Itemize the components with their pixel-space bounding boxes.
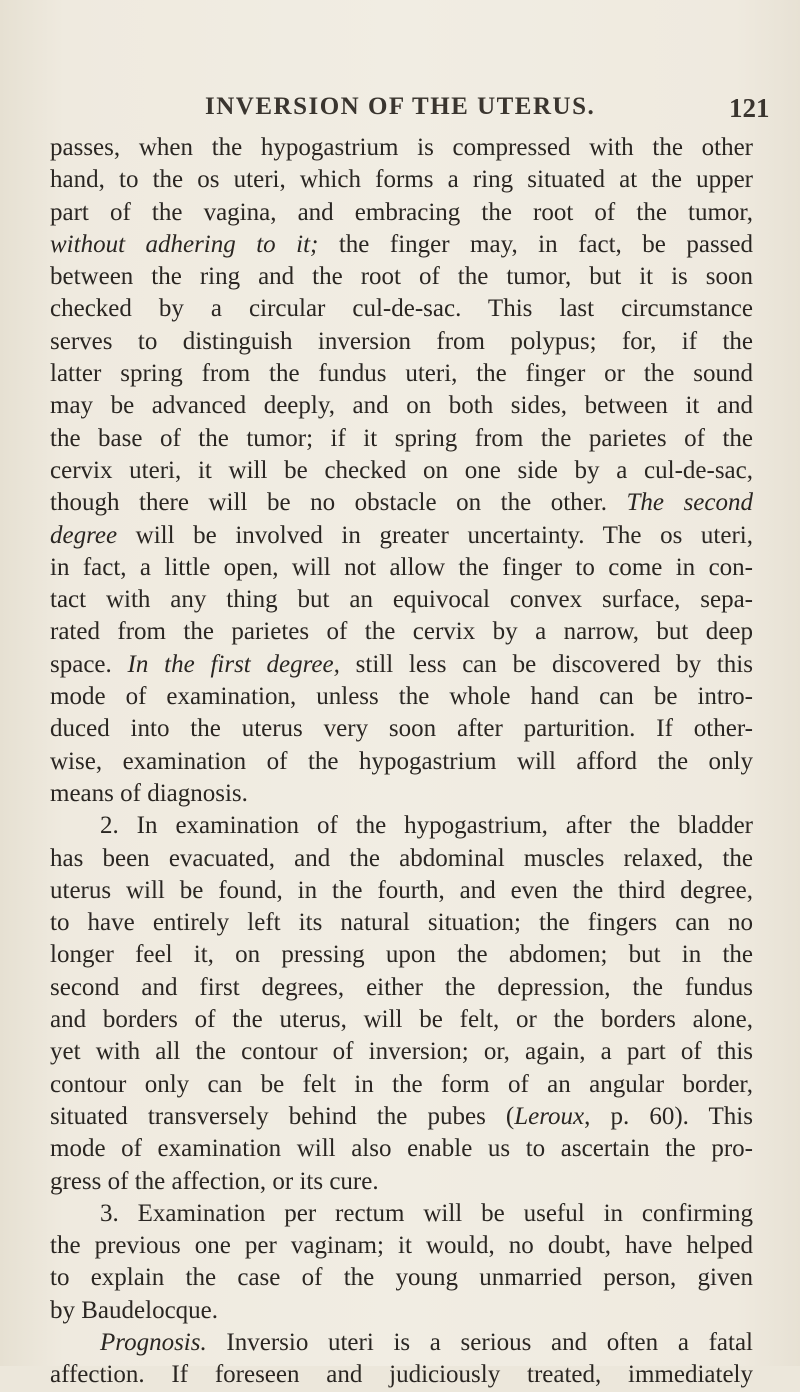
text-line: [50, 164, 753, 196]
italic-text-segment: Leroux: [514, 1102, 585, 1130]
text-segment: the previous one per vaginam; it would, no doubt, have helped: [50, 1232, 753, 1260]
text-line: [50, 616, 753, 648]
text-segment: latter spring from the fundus uteri, the finger or the sound: [50, 360, 753, 388]
text-line: [50, 487, 753, 519]
text-line: [50, 229, 753, 261]
text-line: [50, 972, 753, 1004]
text-segment: to explain the case of the young unmarried person, given: [50, 1264, 753, 1292]
text-segment: means of diagnosis.: [50, 779, 248, 807]
text-line: [50, 390, 753, 422]
text-segment: cervix uteri, it will be checked on one side by a cul-de-sac,: [50, 456, 753, 484]
running-head: [0, 93, 800, 127]
text-line: [50, 1295, 753, 1327]
text-segment: 3. Examination per rectum will be useful in confirming: [100, 1199, 753, 1227]
text-line: [50, 778, 753, 810]
text-line: [50, 1198, 753, 1230]
text-segment: by Baudelocque.: [50, 1296, 219, 1324]
text-line: [50, 552, 753, 584]
text-line: [50, 1101, 753, 1133]
text-segment: the base of the tumor; if it spring from the parietes of the: [50, 424, 753, 452]
italic-text-segment: Prognosis.: [100, 1328, 207, 1356]
text-line: [50, 326, 753, 358]
text-line: [50, 1262, 753, 1294]
text-segment: though there will be no obstacle on the other.: [50, 489, 627, 517]
text-segment: 2. In examination of the hypogastrium, after the bladder: [100, 812, 753, 840]
text-segment: will be involved in greater uncertainty. The os uteri,: [117, 521, 753, 549]
text-line: [50, 261, 753, 293]
text-segment: the finger may, in fact, be passed: [318, 230, 753, 258]
text-line: [50, 1036, 753, 1068]
text-line: [50, 1327, 753, 1359]
text-line: [50, 681, 753, 713]
text-segment: hand, to the os uteri, which forms a ring situated at the upper: [50, 166, 753, 194]
text-segment: , p. 60). This: [584, 1102, 753, 1130]
text-segment: passes, when the hypogastrium is compressed with the other: [50, 134, 753, 161]
text-line: [50, 1359, 753, 1391]
text-segment: yet with all the contour of inversion; or, again, a part of this: [50, 1038, 753, 1066]
text-segment: mode of examination will also enable us to ascertain the pro-: [50, 1135, 753, 1163]
body-text: [50, 132, 753, 1392]
text-line: [50, 1166, 753, 1198]
text-segment: mode of examination, unless the whole hand can be intro-: [50, 683, 753, 711]
text-segment: between the ring and the root of the tumor, but it is soon: [50, 263, 753, 291]
text-segment: checked by a circular cul-de-sac. This last circumstance: [50, 295, 753, 323]
text-line: [50, 1230, 753, 1262]
text-segment: serves to distinguish inversion from polypus; for, if the: [50, 327, 753, 355]
text-line: [50, 358, 753, 390]
text-line: [50, 423, 753, 455]
text-segment: tact with any thing but an equivocal convex surface, sepa-: [50, 586, 753, 614]
text-segment: duced into the uterus very soon after parturition. If other-: [50, 715, 753, 743]
text-line: [50, 843, 753, 875]
text-line: [50, 455, 753, 487]
text-segment: longer feel it, on pressing upon the abdomen; but in the: [50, 941, 753, 969]
text-line: [50, 584, 753, 616]
text-segment: to have entirely left its natural situation; the fingers can no: [50, 909, 753, 937]
text-segment: part of the vagina, and embracing the root of the tumor,: [50, 198, 753, 226]
running-title: INVERSION OF THE UTERUS.: [205, 93, 596, 120]
text-segment: contour only can be felt in the form of an angular border,: [50, 1070, 753, 1098]
text-segment: gress of the affection, or its cure.: [50, 1167, 379, 1195]
text-line: [50, 1069, 753, 1101]
text-segment: in fact, a little open, will not allow the finger to come in con-: [50, 553, 753, 581]
text-line: [50, 1004, 753, 1036]
text-segment: rated from the parietes of the cervix by a narrow, but deep: [50, 618, 753, 646]
text-segment: and borders of the uterus, will be felt, or the borders alone,: [50, 1006, 753, 1034]
text-segment: Inversio uteri is a serious and often a fatal: [206, 1328, 753, 1356]
text-line: [50, 132, 753, 164]
text-segment: second and first degrees, either the depression, the fundus: [50, 973, 753, 1001]
text-segment: still less can be discovered by this: [339, 650, 753, 678]
text-line: [50, 197, 753, 229]
text-line: [50, 875, 753, 907]
text-line: [50, 1133, 753, 1165]
text-segment: space.: [50, 650, 128, 678]
text-segment: affection. If foreseen and judiciously treated, immediately: [50, 1361, 753, 1389]
text-segment: wise, examination of the hypogastrium will afford the only: [50, 747, 753, 775]
text-line: [50, 810, 753, 842]
text-line: [50, 649, 753, 681]
italic-text-segment: The second: [626, 489, 753, 517]
page-number: 121: [729, 93, 770, 123]
text-line: [50, 713, 753, 745]
italic-text-segment: degree: [50, 521, 118, 549]
text-segment: situated transversely behind the pubes (: [50, 1102, 515, 1130]
text-segment: uterus will be found, in the fourth, and even the third degree,: [50, 876, 753, 904]
text-line: [50, 907, 753, 939]
text-line: [50, 520, 753, 552]
text-segment: may be advanced deeply, and on both sides, between it and: [50, 392, 753, 420]
italic-text-segment: In the first degree,: [127, 650, 340, 678]
text-line: [50, 746, 753, 778]
italic-text-segment: without adhering to it;: [50, 230, 319, 258]
text-line: [50, 293, 753, 325]
text-line: [50, 939, 753, 971]
text-segment: has been evacuated, and the abdominal muscles relaxed, the: [50, 844, 753, 872]
